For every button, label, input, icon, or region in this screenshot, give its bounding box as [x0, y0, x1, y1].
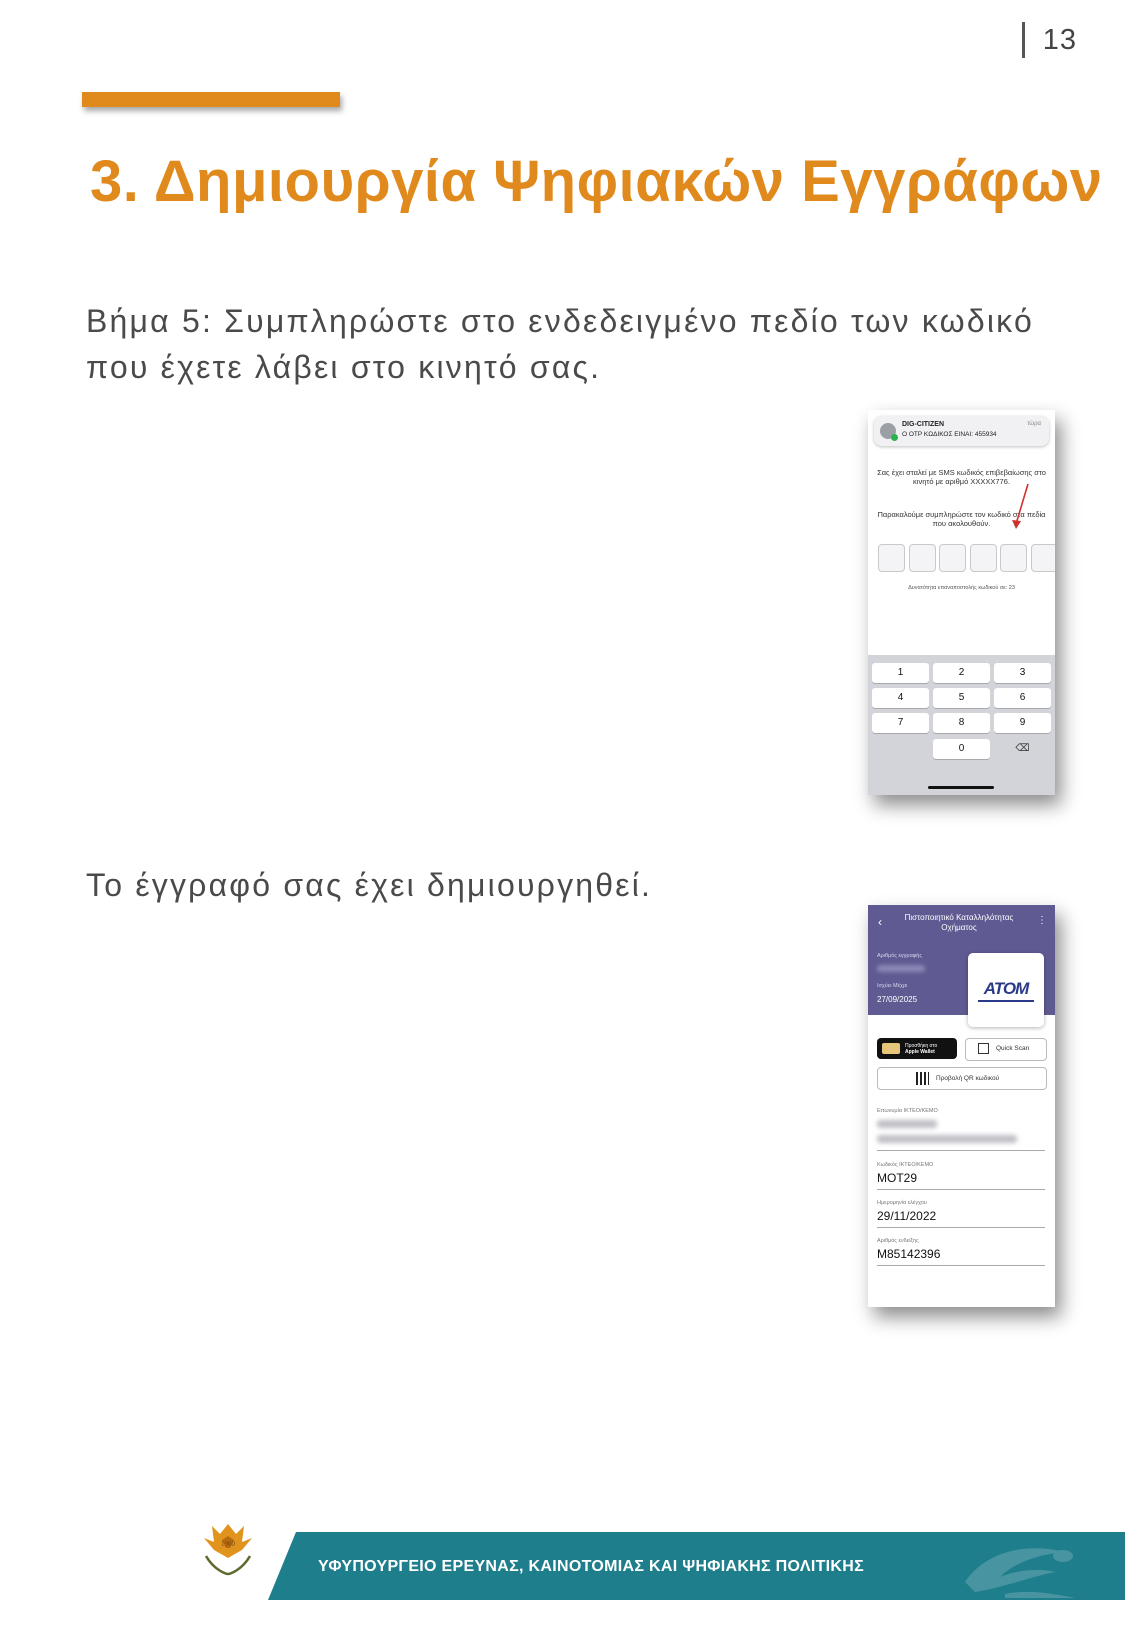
wallet-label-2: Apple Wallet — [905, 1049, 935, 1055]
wallet-icon — [882, 1043, 900, 1054]
field-value: MOT29 — [877, 1171, 918, 1185]
key-5[interactable]: 5 — [933, 688, 990, 708]
quick-scan-button[interactable] — [965, 1038, 1047, 1061]
valid-until-value: 27/09/2025 — [877, 995, 918, 1004]
page-number-divider — [1022, 22, 1025, 58]
otp-digit-input[interactable] — [1000, 544, 1027, 572]
show-qr-label: Προβολή QR κωδικού — [936, 1075, 1000, 1082]
qr-code-icon — [916, 1072, 929, 1085]
document-created-text: Το έγγραφό σας έχει δημιουργηθεί. — [86, 867, 653, 903]
key-9[interactable]: 9 — [994, 713, 1051, 733]
field-value: M85142396 — [877, 1247, 941, 1261]
key-1[interactable]: 1 — [872, 663, 929, 683]
notification-body: Ο OTP ΚΩΔΙΚΟΣ ΕΙΝΑΙ: 455934 — [902, 431, 997, 438]
ministry-name: ΥΦΥΠΟΥΡΓΕΙΟ ΕΡΕΥΝΑΣ, ΚΑΙΝΟΤΟΜΙΑΣ ΚΑΙ ΨΗΦΙΑΚΗΣ ΠΟΛΙΤΙΚΗΣ — [318, 1558, 864, 1575]
cyprus-emblem-icon — [196, 1516, 260, 1578]
otp-digit-input[interactable] — [909, 544, 936, 572]
backspace-icon[interactable]: ⌫ — [1015, 743, 1030, 754]
field-value-blurred — [877, 1135, 1017, 1143]
section-title: 3. Δημιουργία Ψηφιακών Εγγράφων — [90, 149, 1103, 214]
quick-scan-label: Quick Scan — [996, 1045, 1030, 1052]
otp-input-group — [878, 544, 1055, 572]
step-5-instruction: Βήμα 5: Συμπληρώστε στο ενδεδειγμένο πεδίο των κωδικό που έχετε λάβει στο κινητό σας. — [86, 303, 1034, 385]
field-label: Επωνυμία ΙΚΤΕΟ/ΚΕΜΟ — [877, 1108, 938, 1114]
qr-scan-icon — [978, 1043, 989, 1054]
resend-countdown: Δυνατότητα επαναποστολής κωδικού σε: 23 — [908, 585, 1015, 591]
numeric-keypad — [868, 655, 1055, 795]
dove-watermark-icon — [945, 1532, 1095, 1600]
valid-until-label: Ισχύει Μέχρι — [877, 983, 908, 989]
field-label: Αριθμός ενδείξης — [877, 1238, 919, 1244]
otp-digit-input[interactable] — [878, 544, 905, 572]
title-accent-bar — [82, 92, 340, 107]
field-label: Ημερομηνία ελέγχου — [877, 1200, 927, 1206]
otp-sent-message: Σας έχει σταλεί με SMS κωδικός επιβεβαίωσης στο κινητό με αριθμό XXXXX776. — [877, 468, 1046, 486]
certificate-screen-screenshot — [868, 905, 1055, 1307]
registration-label: Αριθμός εγγραφής — [877, 953, 923, 959]
otp-digit-input[interactable] — [970, 544, 997, 572]
home-indicator — [928, 786, 994, 789]
key-3[interactable]: 3 — [994, 663, 1051, 683]
wallet-label-1: Προσθήκη στο — [905, 1043, 938, 1049]
page-number-block — [1022, 22, 1077, 58]
back-chevron-icon[interactable]: ‹ — [878, 915, 882, 929]
field-label: Κωδικός ΙΚΤΕΟ/ΚΕΜΟ — [877, 1162, 934, 1168]
certificate-title: Πιστοποιητικό Καταλληλότητας Οχήματος — [904, 913, 1014, 932]
field-value-blurred — [877, 1120, 937, 1128]
field-value: 29/11/2022 — [877, 1209, 937, 1223]
key-4[interactable]: 4 — [872, 688, 929, 708]
more-menu-icon[interactable]: ⋮ — [1037, 915, 1047, 926]
notification-time: τώρα — [1027, 421, 1041, 427]
red-arrow-icon — [1008, 482, 1032, 530]
key-2[interactable]: 2 — [933, 663, 990, 683]
atom-logo-text: ATOM — [983, 979, 1029, 998]
otp-fill-instruction: Παρακαλούμε συμπληρώστε τον κωδικό στα πεδία που ακολουθούν. — [877, 510, 1046, 528]
otp-screen-screenshot — [868, 410, 1055, 795]
messages-badge-icon — [891, 434, 898, 441]
page-number: 13 — [1042, 23, 1077, 56]
key-8[interactable]: 8 — [933, 713, 990, 733]
show-qr-button[interactable] — [877, 1067, 1047, 1090]
registration-value-blurred — [877, 965, 925, 972]
sms-notification — [874, 416, 1049, 446]
apple-wallet-button[interactable] — [877, 1038, 957, 1059]
key-0[interactable]: 0 — [933, 739, 990, 759]
notification-sender: DIG-CITIZEN — [902, 421, 944, 428]
otp-digit-input[interactable] — [1031, 544, 1056, 572]
svg-text:1960: 1960 — [221, 1540, 235, 1548]
atom-logo — [968, 953, 1044, 1027]
otp-digit-input[interactable] — [939, 544, 966, 572]
key-7[interactable]: 7 — [872, 713, 929, 733]
key-6[interactable]: 6 — [994, 688, 1051, 708]
